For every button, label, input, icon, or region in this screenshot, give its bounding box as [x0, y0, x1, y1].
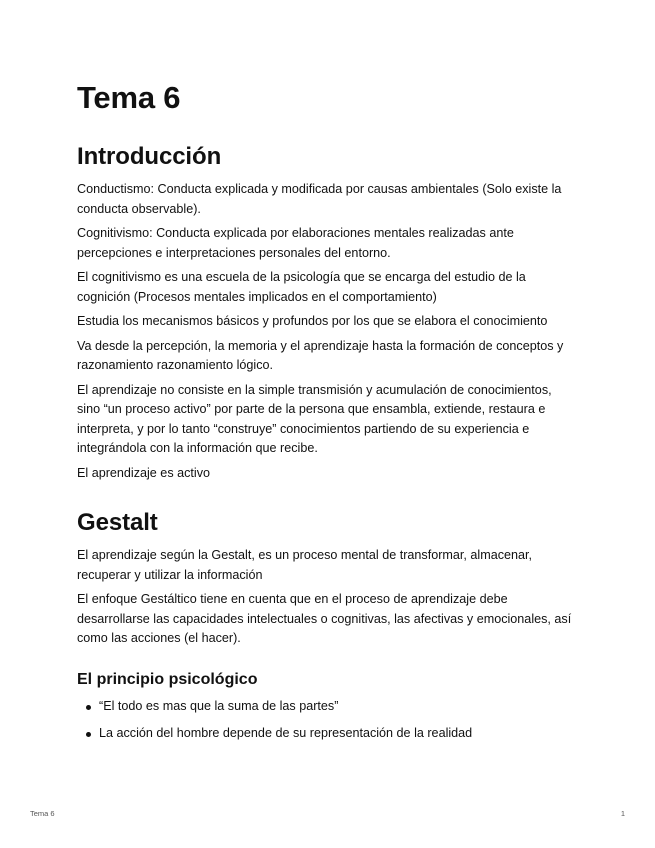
list-item — [99, 724, 577, 744]
paragraph: El aprendizaje no consiste en la simple transmisión y acumulación de conocimientos, sino “un proceso activo” por parte de la persona que ensambla, extiende, restaura e interpreta, y por lo tanto “construye” conocimientos partiendo de su experiencia e integrándola con la información que recibe. — [77, 382, 552, 455]
footer-title: Tema 6 — [30, 809, 55, 818]
subsection-heading: El principio psicológico — [77, 670, 258, 688]
paragraph: Estudia los mecanismos básicos y profundos por los que se elabora el conocimiento — [77, 314, 548, 328]
section-introduccion — [77, 142, 577, 483]
paragraph: Conductismo: Conducta explicada y modificada por causas ambientales (Solo existe la conducta observable). — [77, 182, 562, 216]
bullet-list — [77, 697, 577, 744]
paragraph: El cognitivismo es una escuela de la psicología que se encarga del estudio de la cognición (Procesos mentales implicados en el comportamiento) — [77, 270, 526, 304]
document-body — [77, 78, 577, 752]
bullet-icon — [86, 732, 91, 737]
page-number: 1 — [620, 809, 625, 818]
list-item — [99, 697, 577, 717]
paragraph: El aprendizaje es activo — [77, 465, 211, 480]
paragraph: El aprendizaje según la Gestalt, es un proceso mental de transformar, almacenar, recuperar y utilizar la información — [77, 548, 533, 582]
section-gestalt — [77, 508, 577, 744]
paragraph: El enfoque Gestáltico tiene en cuenta que en el proceso de aprendizaje debe desarrollarse las capacidades intelectuales o cognitivas, las afectivas y emocionales, así como las acciones (el hacer). — [77, 592, 572, 645]
paragraph: Va desde la percepción, la memoria y el aprendizaje hasta la formación de conceptos y razonamiento razonamiento lógico. — [77, 338, 564, 372]
paragraph: Cognitivismo: Conducta explicada por elaboraciones mentales realizadas ante percepciones e interpretaciones personales del entorno. — [77, 226, 514, 260]
subsection-principio-psicologico — [77, 669, 577, 744]
section-heading: Introducción — [77, 143, 222, 170]
section-heading: Gestalt — [77, 509, 158, 536]
page-title: Tema 6 — [77, 80, 181, 115]
list-item-text: La acción del hombre depende de su representación de la realidad — [99, 726, 473, 740]
list-item-text: “El todo es mas que la suma de las partes” — [99, 698, 339, 713]
bullet-icon — [86, 705, 91, 710]
